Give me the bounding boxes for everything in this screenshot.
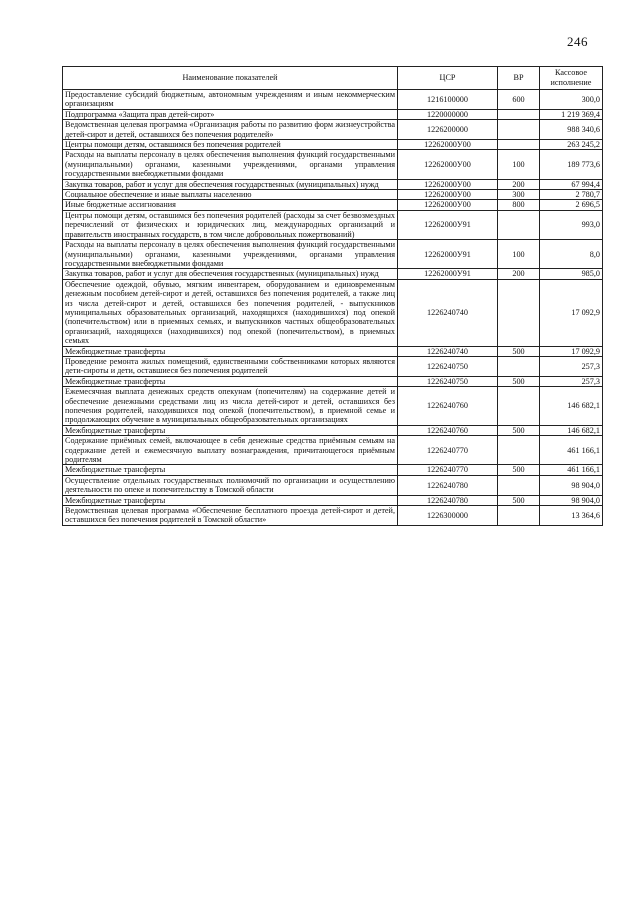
row-name-cell: Предоставление субсидий бюджетным, автономным учреждениям и иным некоммерческим организациям bbox=[63, 90, 398, 110]
row-vr-cell bbox=[498, 279, 540, 346]
row-csr-cell: 1226240770 bbox=[398, 465, 498, 475]
row-vr-cell bbox=[498, 475, 540, 495]
row-csr-cell: 1226240740 bbox=[398, 346, 498, 356]
table-row bbox=[63, 109, 603, 119]
table-row bbox=[63, 90, 603, 110]
table-row bbox=[63, 190, 603, 200]
row-vr-cell: 500 bbox=[498, 376, 540, 386]
table-row bbox=[63, 475, 603, 495]
row-sum-cell: 300,0 bbox=[540, 90, 603, 110]
row-name-cell: Центры помощи детям, оставшимся без попечения родителей (расходы за счет безвозмездных перечислений от физических и юридических лиц, международных организаций и правительств иностранных государств, в том числе добровольных пожертвований) bbox=[63, 210, 398, 239]
row-sum-cell: 2 696,5 bbox=[540, 200, 603, 210]
row-vr-cell: 800 bbox=[498, 200, 540, 210]
row-name-cell: Межбюджетные трансферты bbox=[63, 495, 398, 505]
row-name-cell: Ведомственная целевая программа «Обеспечение бесплатного проезда детей-сирот и детей, оставшихся без попечения родителей в Томской области» bbox=[63, 506, 398, 526]
row-vr-cell bbox=[498, 356, 540, 376]
header-csr: ЦСР bbox=[398, 67, 498, 90]
row-sum-cell: 67 994,4 bbox=[540, 179, 603, 189]
row-name-cell: Содержание приёмных семей, включающее в себя денежные средства приёмным семьям на содержание детей и ежемесячную выплату вознаграждения, причитающегося приёмным родителям bbox=[63, 436, 398, 465]
row-csr-cell: 1226300000 bbox=[398, 506, 498, 526]
row-vr-cell: 300 bbox=[498, 190, 540, 200]
row-csr-cell: 1226240780 bbox=[398, 475, 498, 495]
header-sum: Кассовое исполнение bbox=[540, 67, 603, 90]
table-row bbox=[63, 436, 603, 465]
table-row bbox=[63, 387, 603, 426]
row-vr-cell: 200 bbox=[498, 179, 540, 189]
row-sum-cell: 13 364,6 bbox=[540, 506, 603, 526]
row-csr-cell: 1226200000 bbox=[398, 120, 498, 140]
row-sum-cell: 257,3 bbox=[540, 376, 603, 386]
row-vr-cell bbox=[498, 109, 540, 119]
table-row bbox=[63, 140, 603, 150]
row-csr-cell: 12262000У00 bbox=[398, 200, 498, 210]
row-csr-cell: 1220000000 bbox=[398, 109, 498, 119]
row-vr-cell: 500 bbox=[498, 425, 540, 435]
row-csr-cell: 1226240750 bbox=[398, 376, 498, 386]
row-csr-cell: 12262000У00 bbox=[398, 190, 498, 200]
row-sum-cell: 146 682,1 bbox=[540, 387, 603, 426]
row-vr-cell: 100 bbox=[498, 240, 540, 269]
row-name-cell: Осуществление отдельных государственных полномочий по организации и осуществлению деятельности по опеке и попечительству в Томской области bbox=[63, 475, 398, 495]
table-row bbox=[63, 279, 603, 346]
table-row bbox=[63, 240, 603, 269]
row-name-cell: Расходы на выплаты персоналу в целях обеспечения выполнения функций государственными (муниципальными) органами, казенными учреждениями, органами управления государственными внебюджетными фондами bbox=[63, 240, 398, 269]
budget-table bbox=[62, 66, 603, 526]
row-sum-cell: 461 166,1 bbox=[540, 436, 603, 465]
row-csr-cell: 12262000У00 bbox=[398, 150, 498, 179]
row-name-cell: Расходы на выплаты персоналу в целях обеспечения выполнения функций государственными (муниципальными) органами, казенными учреждениями, органами управления государственными внебюджетными фондами bbox=[63, 150, 398, 179]
table-row bbox=[63, 120, 603, 140]
row-sum-cell: 189 773,6 bbox=[540, 150, 603, 179]
row-csr-cell: 1226240760 bbox=[398, 425, 498, 435]
header-name: Наименование показателей bbox=[63, 67, 398, 90]
row-name-cell: Проведение ремонта жилых помещений, единственными собственниками которых являются дети-сироты и дети, оставшиеся без попечения родителей bbox=[63, 356, 398, 376]
row-vr-cell bbox=[498, 506, 540, 526]
row-sum-cell: 17 092,9 bbox=[540, 346, 603, 356]
row-vr-cell: 500 bbox=[498, 495, 540, 505]
row-vr-cell: 500 bbox=[498, 465, 540, 475]
row-csr-cell: 1226240740 bbox=[398, 279, 498, 346]
row-csr-cell: 1226240760 bbox=[398, 387, 498, 426]
row-sum-cell: 98 904,0 bbox=[540, 475, 603, 495]
row-sum-cell: 2 780,7 bbox=[540, 190, 603, 200]
row-name-cell: Центры помощи детям, оставшимся без попечения родителей bbox=[63, 140, 398, 150]
row-sum-cell: 146 682,1 bbox=[540, 425, 603, 435]
table-row bbox=[63, 269, 603, 279]
row-name-cell: Иные бюджетные ассигнования bbox=[63, 200, 398, 210]
row-name-cell: Межбюджетные трансферты bbox=[63, 376, 398, 386]
row-name-cell: Межбюджетные трансферты bbox=[63, 346, 398, 356]
row-vr-cell: 100 bbox=[498, 150, 540, 179]
row-vr-cell: 500 bbox=[498, 346, 540, 356]
row-name-cell: Подпрограмма «Защита прав детей-сирот» bbox=[63, 109, 398, 119]
row-name-cell: Социальное обеспечение и иные выплаты населению bbox=[63, 190, 398, 200]
row-sum-cell: 17 092,9 bbox=[540, 279, 603, 346]
table-row bbox=[63, 150, 603, 179]
row-sum-cell: 98 904,0 bbox=[540, 495, 603, 505]
row-vr-cell bbox=[498, 210, 540, 239]
row-vr-cell bbox=[498, 120, 540, 140]
row-sum-cell: 263 245,2 bbox=[540, 140, 603, 150]
row-sum-cell: 1 219 369,4 bbox=[540, 109, 603, 119]
row-name-cell: Обеспечение одеждой, обувью, мягким инвентарем, оборудованием и единовременным денежным пособием детей-сирот и детей, оставшихся без попечения родителей, а также лиц из числа детей-сирот и детей, оставшихся без попечения родителей, - выпускников муниципальных образовательных организаций, находящихся (находившихся) под опекой (попечительством) или в приемных семьях, и выпускников частных общеобразовательных организаций, находящихся (находившихся) под опекой (попечительством), в приемных семьях bbox=[63, 279, 398, 346]
row-sum-cell: 988 340,6 bbox=[540, 120, 603, 140]
row-sum-cell: 985,0 bbox=[540, 269, 603, 279]
row-name-cell: Закупка товаров, работ и услуг для обеспечения государственных (муниципальных) нужд bbox=[63, 179, 398, 189]
row-sum-cell: 993,0 bbox=[540, 210, 603, 239]
table-row bbox=[63, 376, 603, 386]
row-csr-cell: 1226240770 bbox=[398, 436, 498, 465]
row-csr-cell: 12262000У91 bbox=[398, 269, 498, 279]
row-csr-cell: 1226240780 bbox=[398, 495, 498, 505]
row-csr-cell: 12262000У91 bbox=[398, 210, 498, 239]
table-row bbox=[63, 425, 603, 435]
row-csr-cell: 12262000У00 bbox=[398, 179, 498, 189]
row-csr-cell: 12262000У91 bbox=[398, 240, 498, 269]
table-row bbox=[63, 356, 603, 376]
table-row bbox=[63, 346, 603, 356]
row-vr-cell bbox=[498, 387, 540, 426]
table-row bbox=[63, 465, 603, 475]
row-csr-cell: 12262000У00 bbox=[398, 140, 498, 150]
table-row bbox=[63, 495, 603, 505]
row-csr-cell: 1216100000 bbox=[398, 90, 498, 110]
page-number: 246 bbox=[567, 34, 588, 49]
row-name-cell: Ведомственная целевая программа «Организация работы по развитию форм жизнеустройства детей-сирот и детей, оставшихся без попечения родителей» bbox=[63, 120, 398, 140]
row-name-cell: Межбюджетные трансферты bbox=[63, 425, 398, 435]
row-sum-cell: 8,0 bbox=[540, 240, 603, 269]
row-sum-cell: 461 166,1 bbox=[540, 465, 603, 475]
row-vr-cell: 200 bbox=[498, 269, 540, 279]
table-row bbox=[63, 179, 603, 189]
row-csr-cell: 1226240750 bbox=[398, 356, 498, 376]
table-header-row bbox=[63, 67, 603, 90]
row-vr-cell: 600 bbox=[498, 90, 540, 110]
row-name-cell: Ежемесячная выплата денежных средств опекунам (попечителям) на содержание детей и обеспечение денежными средствами лиц из числа детей-сирот и детей, оставшихся без попечения родителей, находившихся под опекой (попечительством), в приемной семье и продолжающих обучение в муниципальных общеобразовательных организациях bbox=[63, 387, 398, 426]
row-name-cell: Закупка товаров, работ и услуг для обеспечения государственных (муниципальных) нужд bbox=[63, 269, 398, 279]
table-row bbox=[63, 210, 603, 239]
row-vr-cell bbox=[498, 140, 540, 150]
row-vr-cell bbox=[498, 436, 540, 465]
table-row bbox=[63, 200, 603, 210]
header-vr: ВР bbox=[498, 67, 540, 90]
row-sum-cell: 257,3 bbox=[540, 356, 603, 376]
table-row bbox=[63, 506, 603, 526]
row-name-cell: Межбюджетные трансферты bbox=[63, 465, 398, 475]
